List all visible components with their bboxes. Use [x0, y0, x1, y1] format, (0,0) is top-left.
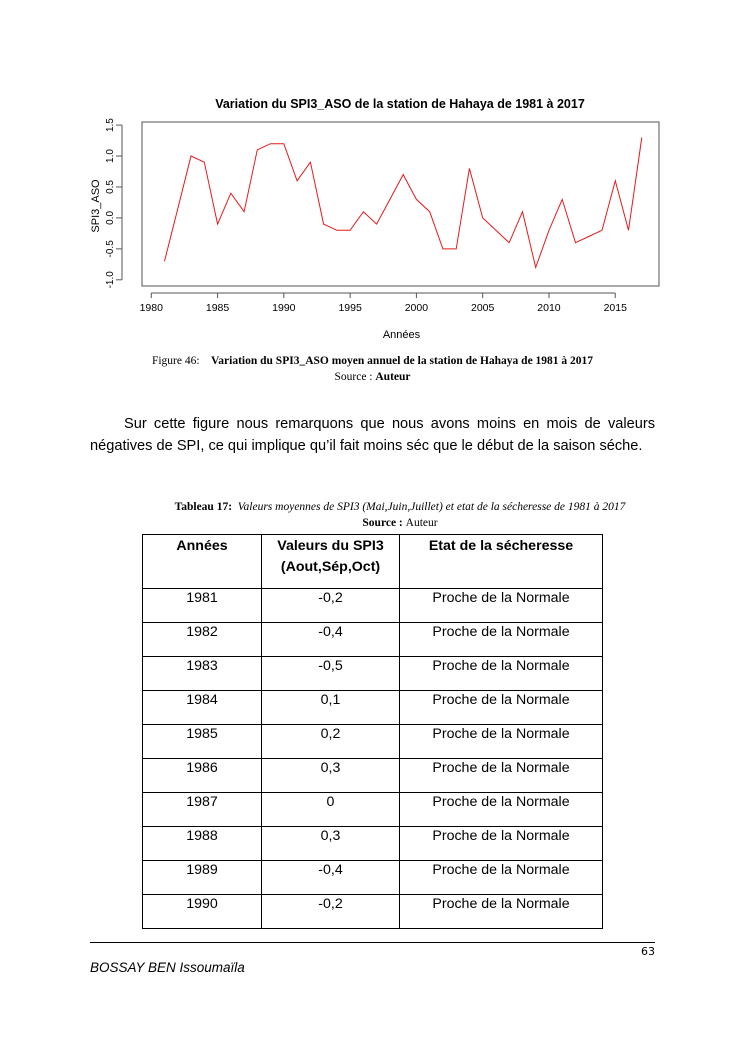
x-tick-label: 2005 — [471, 302, 495, 314]
cell-year: 1982 — [143, 623, 262, 657]
table-row — [143, 759, 603, 793]
figure-source-author: Auteur — [375, 371, 411, 383]
y-tick-label: -1.0 — [105, 271, 116, 289]
cell-state: Proche de la Normale — [400, 861, 603, 895]
cell-year: 1989 — [143, 861, 262, 895]
cell-state: Proche de la Normale — [400, 657, 603, 691]
figure-source-prefix: Source : — [334, 371, 376, 383]
x-tick-label: 1985 — [205, 302, 230, 314]
x-axis-label: Années — [382, 329, 421, 341]
x-tick-label: 1990 — [272, 302, 296, 314]
cell-year: 1983 — [143, 657, 262, 691]
header-spi3-line2: (Aout,Sép,Oct) — [280, 559, 381, 575]
table-row — [143, 827, 603, 861]
cell-state: Proche de la Normale — [400, 759, 603, 793]
cell-year: 1984 — [143, 691, 262, 725]
header-spi3 — [262, 535, 400, 589]
y-tick-label: 0.5 — [105, 180, 116, 194]
table-row — [143, 725, 603, 759]
y-tick-label: 0.0 — [105, 210, 116, 225]
cell-year: 1990 — [143, 895, 262, 929]
cell-year: 1986 — [143, 759, 262, 793]
cell-state: Proche de la Normale — [400, 589, 603, 623]
table-source-prefix: Source : — [362, 517, 406, 529]
page-number: 63 — [641, 945, 655, 958]
table-row — [143, 793, 603, 827]
x-tick-label: 2000 — [404, 302, 429, 314]
table-label: Tableau 17: — [174, 501, 233, 513]
y-tick-label: 1.0 — [105, 149, 116, 163]
header-years: Années — [143, 535, 262, 589]
figure-caption-text: Variation du SPI3_ASO moyen annuel de la station de Hahaya de 1981 à 2017 — [211, 355, 594, 367]
table-row — [143, 691, 603, 725]
x-axis — [140, 293, 627, 314]
x-tick-label: 2015 — [603, 302, 627, 314]
y-axis — [105, 118, 122, 289]
body-paragraph: Sur cette figure nous remarquons que nous avons moins en mois de valeurs négatives de SPI, ce qui implique qu’il fait moins séc que le début de la saison séche. — [90, 416, 655, 454]
cell-spi3: 0,3 — [262, 759, 400, 793]
table-row — [143, 861, 603, 895]
cell-year: 1985 — [143, 725, 262, 759]
y-tick-label: 1.5 — [105, 118, 116, 133]
table-caption — [90, 501, 710, 513]
cell-year: 1981 — [143, 589, 262, 623]
table-row — [143, 895, 603, 929]
y-axis-label: SPI3_ASO — [90, 179, 102, 233]
cell-spi3: 0,3 — [262, 827, 400, 861]
cell-spi3: 0 — [262, 793, 400, 827]
x-tick-label: 1995 — [338, 302, 362, 314]
cell-spi3: 0,2 — [262, 725, 400, 759]
y-tick-label: -0.5 — [105, 240, 116, 258]
table-row — [143, 657, 603, 691]
footer-divider — [90, 942, 655, 943]
table-row — [143, 623, 603, 657]
table-header-row — [143, 535, 603, 589]
figure-caption — [90, 355, 655, 367]
spi3-series-line — [165, 138, 642, 268]
header-drought-state: Etat de la sécheresse — [400, 535, 603, 589]
x-tick-label: 1980 — [139, 302, 163, 314]
cell-spi3: -0,4 — [262, 623, 400, 657]
figure-source — [90, 371, 655, 383]
cell-spi3: 0,1 — [262, 691, 400, 725]
spi3-line-chart — [0, 0, 745, 350]
cell-spi3: -0,2 — [262, 589, 400, 623]
cell-state: Proche de la Normale — [400, 623, 603, 657]
cell-state: Proche de la Normale — [400, 793, 603, 827]
cell-spi3: -0,2 — [262, 895, 400, 929]
table-row — [143, 589, 603, 623]
figure-label: Figure 46: — [151, 355, 200, 367]
chart-title: Variation du SPI3_ASO de la station de Hahaya de 1981 à 2017 — [215, 97, 585, 111]
cell-state: Proche de la Normale — [400, 725, 603, 759]
cell-year: 1988 — [143, 827, 262, 861]
header-spi3-line1: Valeurs du SPI3 — [277, 538, 384, 554]
footer-author: BOSSAY BEN Issoumaïla — [90, 960, 245, 975]
table-caption-text: Valeurs moyennes de SPI3 (Mai,Juin,Juillet) et etat de la sécheresse de 1981 à 2017 — [237, 501, 626, 513]
cell-spi3: -0,4 — [262, 861, 400, 895]
cell-year: 1987 — [143, 793, 262, 827]
cell-spi3: -0,5 — [262, 657, 400, 691]
x-tick-label: 2010 — [537, 302, 561, 314]
cell-state: Proche de la Normale — [400, 827, 603, 861]
plot-frame — [142, 122, 659, 286]
cell-state: Proche de la Normale — [400, 691, 603, 725]
spi3-table — [142, 534, 603, 929]
cell-state: Proche de la Normale — [400, 895, 603, 929]
table-source — [90, 517, 710, 529]
table-source-author: Auteur — [405, 517, 438, 529]
